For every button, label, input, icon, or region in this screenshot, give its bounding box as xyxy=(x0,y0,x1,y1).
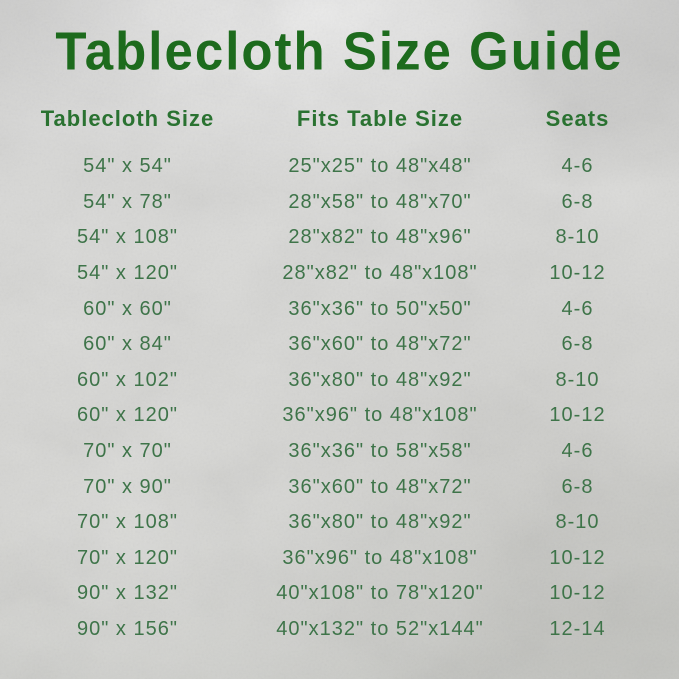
tablecloth-size-cell: 70" x 90" xyxy=(83,475,172,498)
fits-table-size-cell: 36"x96" to 48"x108" xyxy=(282,404,478,427)
seats-cell: 6-8 xyxy=(561,333,594,356)
fits-table-size-cell: 28"x82" to 48"x96" xyxy=(288,226,472,249)
table-row xyxy=(0,149,650,185)
seats-cell: 8-10 xyxy=(555,226,600,249)
tablecloth-size-cell: 90" x 156" xyxy=(77,618,178,641)
seats-cell: 8-10 xyxy=(555,368,600,391)
seats-cell: 4-6 xyxy=(561,155,594,178)
tablecloth-size-cell: 54" x 108" xyxy=(77,226,178,249)
tablecloth-size-cell: 70" x 120" xyxy=(77,546,178,569)
seats-cell: 10-12 xyxy=(549,262,606,285)
column-header-fits-table-size: Fits Table Size xyxy=(296,106,464,131)
table-row xyxy=(0,541,650,577)
fits-table-size-cell: 36"x60" to 48"x72" xyxy=(288,333,472,356)
tablecloth-size-cell: 90" x 132" xyxy=(77,582,178,605)
fits-table-size-cell: 40"x132" to 52"x144" xyxy=(276,618,484,641)
column-header-seats: Seats xyxy=(545,106,610,131)
fits-table-size-cell: 36"x96" to 48"x108" xyxy=(282,546,478,569)
fits-table-size-cell: 28"x58" to 48"x70" xyxy=(288,190,472,213)
fits-table-size-cell: 36"x36" to 50"x50" xyxy=(288,297,472,320)
fits-table-size-cell: 36"x80" to 48"x92" xyxy=(288,368,472,391)
table-row xyxy=(0,185,650,221)
seats-cell: 8-10 xyxy=(555,511,600,534)
table-row xyxy=(0,220,650,256)
fits-table-size-cell: 36"x36" to 58"x58" xyxy=(288,440,472,463)
tablecloth-size-cell: 54" x 120" xyxy=(77,262,178,285)
table-body xyxy=(0,149,650,647)
table-row xyxy=(0,505,650,541)
seats-cell: 4-6 xyxy=(561,297,594,320)
fits-table-size-cell: 36"x60" to 48"x72" xyxy=(288,475,472,498)
tablecloth-size-cell: 60" x 102" xyxy=(77,368,178,391)
table-header-row xyxy=(0,106,650,132)
fits-table-size-cell: 25"x25" to 48"x48" xyxy=(288,155,472,178)
seats-cell: 10-12 xyxy=(549,546,606,569)
tablecloth-size-cell: 60" x 60" xyxy=(83,297,172,320)
seats-cell: 6-8 xyxy=(561,190,594,213)
tablecloth-size-cell: 70" x 108" xyxy=(77,511,178,534)
table-row xyxy=(0,576,650,612)
fits-table-size-cell: 40"x108" to 78"x120" xyxy=(276,582,484,605)
fits-table-size-cell: 36"x80" to 48"x92" xyxy=(288,511,472,534)
column-header-tablecloth-size: Tablecloth Size xyxy=(40,106,215,131)
seats-cell: 10-12 xyxy=(549,404,606,427)
seats-cell: 10-12 xyxy=(549,582,606,605)
page-title: Tablecloth Size Guide xyxy=(55,20,624,82)
table-row xyxy=(0,398,650,434)
tablecloth-size-cell: 54" x 54" xyxy=(83,155,172,178)
seats-cell: 6-8 xyxy=(561,475,594,498)
table-row xyxy=(0,469,650,505)
table-row xyxy=(0,327,650,363)
seats-cell: 4-6 xyxy=(561,440,594,463)
table-row xyxy=(0,291,650,327)
table-row xyxy=(0,612,650,648)
tablecloth-size-cell: 54" x 78" xyxy=(83,190,172,213)
table-row xyxy=(0,434,650,470)
tablecloth-size-cell: 60" x 120" xyxy=(77,404,178,427)
tablecloth-size-cell: 60" x 84" xyxy=(83,333,172,356)
tablecloth-size-cell: 70" x 70" xyxy=(83,440,172,463)
seats-cell: 12-14 xyxy=(549,618,606,641)
table-row xyxy=(0,256,650,292)
fits-table-size-cell: 28"x82" to 48"x108" xyxy=(282,262,478,285)
table-row xyxy=(0,363,650,399)
